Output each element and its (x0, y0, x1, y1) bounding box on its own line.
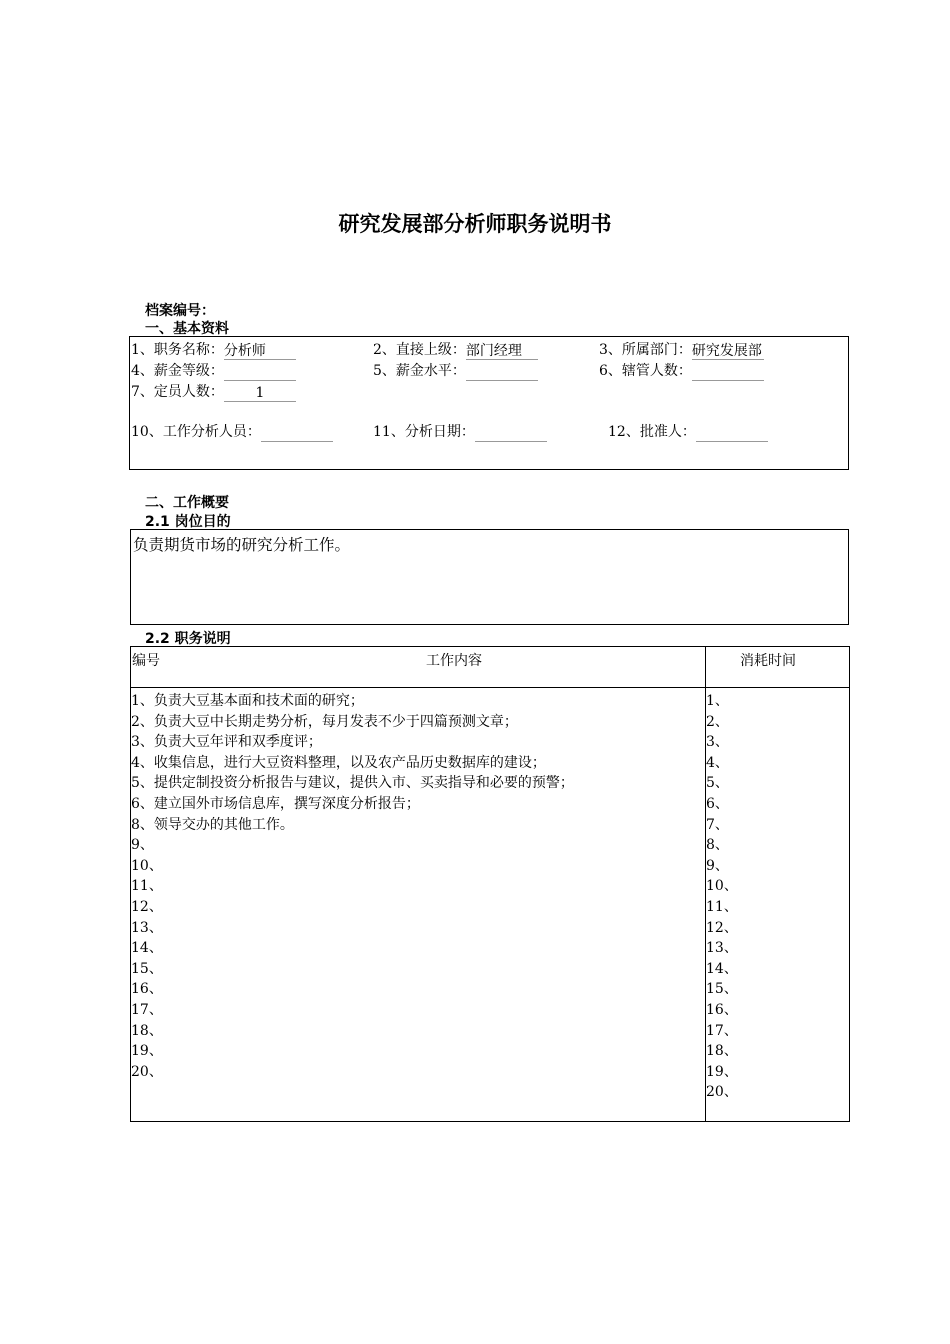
time-item: 19、 (706, 1063, 738, 1080)
section-job-summary-heading: 二、工作概要 (145, 495, 229, 511)
job-purpose-text: 负责期货市场的研究分析工作。 (133, 536, 351, 554)
job-title-field (131, 340, 296, 360)
department-field (599, 340, 764, 360)
duty-item: 5、提供定制投资分析报告与建议，提供入市、买卖指导和必要的预警； (131, 775, 574, 792)
analysis-date-label: 11、分析日期： (373, 424, 475, 440)
direct-superior-field (373, 340, 538, 360)
duty-item: 2、负责大豆中长期走势分析，每月发表不少于四篇预测文章； (131, 713, 518, 730)
salary-grade-value[interactable] (224, 362, 296, 381)
duty-item: 18、 (131, 1022, 163, 1039)
time-item: 9、 (706, 857, 729, 874)
duty-item: 15、 (131, 960, 163, 977)
subordinates-label: 6、辖管人数： (599, 363, 692, 379)
salary-grade-label: 4、薪金等级： (131, 363, 224, 379)
document-title: 研究发展部分析师职务说明书 (338, 212, 612, 236)
salary-level-label: 5、薪金水平： (373, 363, 466, 379)
salary-grade-field (131, 361, 296, 381)
analyst-label: 10、工作分析人员： (131, 424, 261, 440)
duty-item: 14、 (131, 940, 163, 957)
analyst-field (131, 422, 333, 442)
headcount-field (131, 382, 296, 402)
analyst-value[interactable] (261, 423, 333, 442)
salary-level-value[interactable] (466, 362, 538, 381)
duty-item: 8、领导交办的其他工作。 (131, 816, 294, 833)
direct-superior-value[interactable]: 部门经理 (466, 341, 538, 360)
time-item: 1、 (706, 693, 729, 709)
column-header-content: 工作内容 (426, 653, 482, 669)
column-header-time: 消耗时间 (740, 653, 796, 669)
subordinates-value[interactable] (692, 362, 764, 381)
time-item: 13、 (706, 940, 738, 957)
time-item: 2、 (706, 713, 729, 730)
time-item: 11、 (706, 898, 738, 915)
time-item: 14、 (706, 960, 738, 977)
job-title-value[interactable]: 分析师 (224, 341, 296, 360)
job-purpose-heading: 2.1 岗位目的 (145, 514, 231, 530)
approver-value[interactable] (696, 423, 768, 442)
headcount-label: 7、定员人数： (131, 384, 224, 400)
section-basic-info-heading: 一、基本资料 (145, 321, 229, 337)
headcount-value[interactable]: 1 (224, 383, 296, 402)
approver-label: 12、批准人： (608, 424, 696, 440)
time-item: 18、 (706, 1043, 738, 1060)
duty-item: 6、建立国外市场信息库，撰写深度分析报告； (131, 795, 420, 812)
analysis-date-value[interactable] (475, 423, 547, 442)
time-item: 12、 (706, 919, 738, 936)
time-item: 3、 (706, 734, 729, 751)
duty-item: 20、 (131, 1063, 163, 1080)
duty-item: 1、负责大豆基本面和技术面的研究； (131, 693, 364, 709)
duty-item: 11、 (131, 878, 163, 895)
duty-item: 17、 (131, 1001, 163, 1018)
duties-list (131, 691, 703, 1082)
duty-item: 3、负责大豆年评和双季度评； (131, 734, 322, 751)
time-item: 17、 (706, 1022, 738, 1039)
duty-item: 19、 (131, 1043, 163, 1060)
duty-item: 9、 (131, 837, 154, 854)
job-title-label: 1、职务名称： (131, 342, 224, 358)
duty-item: 10、 (131, 857, 163, 874)
subordinates-field (599, 361, 764, 381)
department-label: 3、所属部门： (599, 342, 692, 358)
time-item: 7、 (706, 816, 729, 833)
time-item: 5、 (706, 775, 729, 792)
duty-item: 16、 (131, 981, 163, 998)
duty-item: 4、收集信息，进行大豆资料整理，以及农产品历史数据库的建设； (131, 754, 546, 771)
time-list (706, 691, 848, 1103)
table-header-divider (130, 687, 850, 688)
time-item: 6、 (706, 795, 729, 812)
duty-item: 13、 (131, 919, 163, 936)
job-purpose-box (130, 529, 849, 625)
approver-field (608, 422, 768, 442)
time-item: 10、 (706, 878, 738, 895)
direct-superior-label: 2、直接上级： (373, 342, 466, 358)
time-item: 4、 (706, 754, 729, 771)
column-header-number: 编号 (132, 653, 160, 669)
time-item: 20、 (706, 1084, 738, 1101)
salary-level-field (373, 361, 538, 381)
time-item: 16、 (706, 1001, 738, 1018)
time-item: 8、 (706, 837, 729, 854)
duty-item: 12、 (131, 898, 163, 915)
department-value[interactable]: 研究发展部 (691, 343, 762, 359)
time-item: 15、 (706, 981, 738, 998)
file-number-label: 档案编号： (145, 303, 215, 319)
duties-heading: 2.2 职务说明 (145, 631, 231, 647)
analysis-date-field (373, 422, 547, 442)
